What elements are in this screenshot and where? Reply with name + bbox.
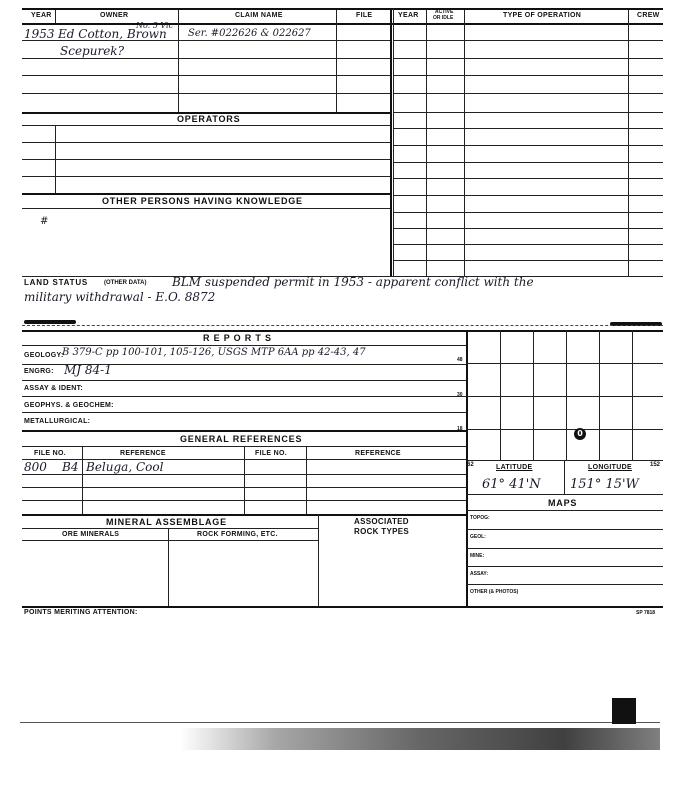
row-line bbox=[22, 528, 318, 529]
other-persons-mark: # bbox=[40, 216, 49, 227]
location-marker-icon bbox=[574, 428, 586, 440]
header-crew: CREW bbox=[637, 12, 660, 19]
row-line bbox=[22, 208, 390, 209]
maps-divider bbox=[466, 330, 468, 606]
header-active: ACTIVE bbox=[435, 9, 454, 15]
ref-row1-code: B4 bbox=[62, 460, 79, 474]
maps-topog: TOPOG: bbox=[470, 515, 490, 521]
reports-title: R E P O R T S bbox=[203, 333, 272, 343]
header-owner: OWNER bbox=[100, 12, 129, 19]
col-sep bbox=[55, 10, 56, 23]
associated-line1: ASSOCIATED bbox=[354, 517, 409, 526]
longitude-label: LONGITUDE bbox=[588, 464, 632, 471]
geophys-label: GEOPHYS. & GEOCHEM: bbox=[24, 402, 114, 409]
row-line bbox=[22, 500, 466, 501]
header-claim-name: CLAIM NAME bbox=[235, 12, 283, 19]
lon-corner: 152 bbox=[650, 462, 661, 468]
associated-line2: ROCK TYPES bbox=[354, 527, 410, 536]
geology-label: GEOLOGY: bbox=[24, 352, 64, 359]
col-sep bbox=[464, 10, 465, 276]
row-line bbox=[393, 228, 663, 229]
owner-claim: No. 5 Vic bbox=[136, 21, 174, 30]
header-or-idle: OR IDLE bbox=[433, 15, 454, 21]
latitude-label: LATITUDE bbox=[496, 464, 533, 471]
bottom-rule bbox=[22, 606, 663, 608]
perforation-line bbox=[22, 325, 663, 326]
land-status-sub: (OTHER DATA) bbox=[104, 280, 147, 286]
land-status-label: LAND STATUS bbox=[24, 278, 89, 287]
scale-18: 18 bbox=[457, 426, 463, 432]
operators-heading: OPERATORS bbox=[177, 114, 241, 124]
header-file: FILE bbox=[356, 12, 373, 19]
owner-year: 1953 bbox=[24, 27, 55, 41]
row-line bbox=[393, 93, 663, 94]
rock-forming: ROCK FORMING, ETC. bbox=[197, 531, 278, 538]
col-sep bbox=[82, 446, 83, 514]
other-persons-rule bbox=[22, 193, 390, 195]
engrg-label: ENGRG: bbox=[24, 368, 54, 375]
owner-name: Ed Cotton, Brown bbox=[58, 27, 167, 41]
center-divider-2 bbox=[393, 8, 394, 276]
row-line bbox=[466, 566, 663, 567]
col-sep bbox=[564, 460, 565, 494]
grid-v bbox=[533, 330, 534, 460]
row-line bbox=[22, 58, 390, 59]
maps-geol: GEOL: bbox=[470, 534, 486, 540]
header-type-of-operation: TYPE OF OPERATION bbox=[503, 12, 582, 19]
row-line bbox=[22, 75, 390, 76]
general-refs-rule bbox=[22, 430, 466, 432]
top-section bbox=[0, 0, 678, 280]
row-line bbox=[393, 212, 663, 213]
col-reference: REFERENCE bbox=[120, 450, 166, 457]
latitude-value: 61° 41'N bbox=[482, 477, 541, 492]
row-line bbox=[22, 412, 466, 413]
longitude-value: 151° 15'W bbox=[570, 477, 639, 492]
ref-row1-reference: Beluga, Cool bbox=[86, 460, 164, 474]
row-line bbox=[466, 548, 663, 549]
col-file-no: FILE NO. bbox=[34, 450, 66, 457]
col-reference-2: REFERENCE bbox=[355, 450, 401, 457]
col-sep bbox=[426, 10, 427, 276]
row-line bbox=[393, 128, 663, 129]
header-rule bbox=[22, 23, 663, 25]
row-line bbox=[22, 125, 390, 126]
scale-48: 48 bbox=[457, 357, 463, 363]
row-line bbox=[22, 540, 318, 541]
lat-corner: 62 bbox=[467, 462, 474, 468]
scan-dark-block bbox=[612, 698, 636, 724]
grid-v bbox=[599, 330, 600, 460]
row-line bbox=[22, 380, 466, 381]
ref-row1-file: 800 bbox=[24, 460, 47, 474]
col-sep bbox=[244, 446, 245, 514]
col-sep bbox=[306, 446, 307, 514]
row-line bbox=[22, 487, 466, 488]
header-year-2: YEAR bbox=[398, 12, 419, 19]
grid-h bbox=[466, 363, 663, 364]
geology-value: B 379-C pp 100-101, 105-126, USGS MTP 6AA pp 42-43, 47 bbox=[62, 347, 366, 358]
row-line bbox=[22, 142, 390, 143]
row-line bbox=[393, 40, 663, 41]
grid-mark: 0 bbox=[577, 429, 583, 438]
row-line bbox=[393, 178, 663, 179]
maps-assay: ASSAY: bbox=[470, 571, 489, 577]
col-sep bbox=[336, 10, 337, 113]
grid-h bbox=[466, 396, 663, 397]
col-sep bbox=[178, 10, 179, 113]
row-line bbox=[22, 396, 466, 397]
engrg-value: MJ 84-1 bbox=[64, 363, 112, 377]
general-references-title: GENERAL REFERENCES bbox=[180, 434, 303, 444]
row-line bbox=[466, 510, 663, 511]
row-line bbox=[393, 112, 663, 113]
grid-h bbox=[466, 429, 663, 430]
col-sep bbox=[55, 125, 56, 193]
row-line bbox=[393, 145, 663, 146]
metallurgical-label: METALLURGICAL: bbox=[24, 418, 91, 425]
points-meriting-attention: POINTS MERITING ATTENTION: bbox=[24, 609, 138, 616]
form-number: SP 7818 bbox=[636, 610, 656, 616]
mineral-assemblage-title: MINERAL ASSEMBLAGE bbox=[106, 517, 227, 527]
maps-title: MAPS bbox=[548, 498, 578, 508]
scan-edge-line bbox=[20, 722, 660, 723]
row-line bbox=[393, 260, 663, 261]
row-line bbox=[22, 345, 466, 346]
col-sep bbox=[168, 528, 169, 606]
row-line bbox=[393, 58, 663, 59]
land-status-text-1: BLM suspended permit in 1953 - apparent conflict with the bbox=[172, 275, 534, 289]
grid-v bbox=[566, 330, 567, 460]
center-divider bbox=[390, 8, 392, 276]
row-line bbox=[393, 244, 663, 245]
row-line bbox=[466, 529, 663, 530]
maps-mine: MINE: bbox=[470, 553, 485, 559]
row-line bbox=[22, 176, 390, 177]
scale-30: 30 bbox=[457, 392, 463, 398]
top-rule bbox=[22, 8, 663, 10]
other-persons-heading: OTHER PERSONS HAVING KNOWLEDGE bbox=[102, 196, 303, 206]
row-line bbox=[22, 474, 466, 475]
row-line bbox=[22, 93, 390, 94]
owner-serial: Ser. #022626 & 022627 bbox=[188, 28, 311, 39]
header-year: YEAR bbox=[31, 12, 52, 19]
grid-v bbox=[500, 330, 501, 460]
punch-mark-left bbox=[24, 320, 76, 324]
mineral-rule bbox=[22, 514, 466, 516]
row-line bbox=[22, 159, 390, 160]
col-sep bbox=[318, 514, 319, 606]
row-line bbox=[393, 162, 663, 163]
row-line bbox=[466, 584, 663, 585]
row-line bbox=[393, 75, 663, 76]
scan-noise-band bbox=[180, 728, 660, 750]
col-sep bbox=[628, 10, 629, 276]
assay-ident-label: ASSAY & IDENT: bbox=[24, 385, 84, 392]
row-line bbox=[466, 494, 663, 495]
row-line bbox=[393, 195, 663, 196]
ore-minerals: ORE MINERALS bbox=[62, 531, 120, 538]
col-file-no-2: FILE NO. bbox=[255, 450, 287, 457]
grid-v bbox=[632, 330, 633, 460]
land-status-text-2: military withdrawal - E.O. 8872 bbox=[24, 290, 216, 304]
maps-other: OTHER (& PHOTOS) bbox=[470, 589, 519, 595]
owner-note: Scepurek? bbox=[60, 44, 124, 58]
